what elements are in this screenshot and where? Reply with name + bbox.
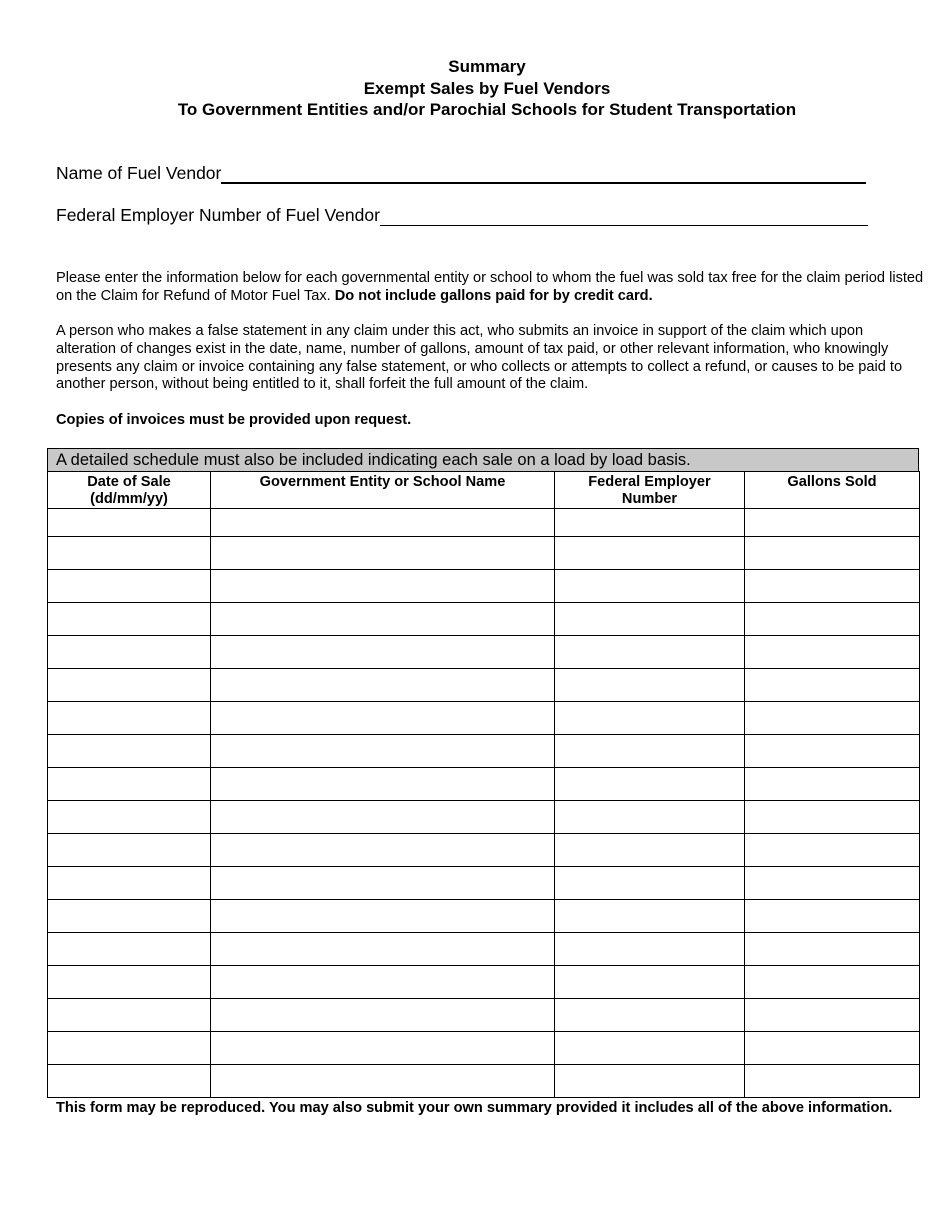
gallons-sold-cell[interactable] — [745, 1065, 920, 1098]
title-government-entities: To Government Entities and/or Parochial Schools for Student Transportation — [177, 100, 797, 119]
vendor-fein-field — [56, 205, 868, 226]
table-row — [48, 867, 920, 900]
column-header-line: Gallons Sold — [787, 474, 877, 490]
gallons-sold-cell[interactable] — [745, 702, 920, 735]
gallons-sold-cell[interactable] — [745, 570, 920, 603]
table-row — [48, 768, 920, 801]
entity-name-cell[interactable] — [211, 669, 555, 702]
entity-name-cell[interactable] — [211, 834, 555, 867]
table-row — [48, 933, 920, 966]
table-row — [48, 1065, 920, 1098]
instructions-paragraph — [56, 270, 924, 306]
gallons-sold-cell[interactable] — [745, 603, 920, 636]
date-of-sale-cell[interactable] — [48, 768, 211, 801]
table-body — [48, 509, 920, 1098]
vendor-name-label: Name of Fuel Vendor — [56, 163, 222, 183]
gallons-sold-cell[interactable] — [745, 999, 920, 1032]
fein-cell[interactable] — [555, 636, 745, 669]
entity-name-cell[interactable] — [211, 1032, 555, 1065]
date-of-sale-cell[interactable] — [48, 509, 211, 537]
copies-notice: Copies of invoices must be provided upon request. — [56, 412, 412, 428]
false-statement-paragraph: A person who makes a false statement in any claim under this act, who submits an invoice in support of the claim which upon alteration of changes exist in the date, name, number of gallons, amount of tax paid, or other relevant information, who knowingly presents any claim or invoice containing any false statement, or who collects or attempts to collect a refund, or causes to be paid to another person, without being entitled to it, shall forfeit the full amount of the claim. — [56, 323, 903, 393]
gallons-sold-cell[interactable] — [745, 509, 920, 537]
entity-name-cell[interactable] — [211, 636, 555, 669]
table-row — [48, 900, 920, 933]
gallons-sold-cell[interactable] — [745, 669, 920, 702]
entity-name-cell[interactable] — [211, 509, 555, 537]
table-row — [48, 1032, 920, 1065]
fein-cell[interactable] — [555, 669, 745, 702]
sales-table — [47, 471, 920, 1098]
table-row — [48, 999, 920, 1032]
table-row — [48, 801, 920, 834]
title-summary: Summary — [448, 57, 526, 76]
column-header-date — [48, 472, 211, 509]
column-header-gallons — [745, 472, 920, 509]
gallons-sold-cell[interactable] — [745, 768, 920, 801]
entity-name-cell[interactable] — [211, 999, 555, 1032]
fein-cell[interactable] — [555, 603, 745, 636]
date-of-sale-cell[interactable] — [48, 933, 211, 966]
column-header-line: Number — [621, 491, 678, 507]
entity-name-cell[interactable] — [211, 735, 555, 768]
date-of-sale-cell[interactable] — [48, 834, 211, 867]
table-row — [48, 669, 920, 702]
gallons-sold-cell[interactable] — [745, 933, 920, 966]
fein-cell[interactable] — [555, 1065, 745, 1098]
fein-cell[interactable] — [555, 735, 745, 768]
column-header-line: Date of Sale — [87, 474, 171, 490]
column-header-fein — [555, 472, 745, 509]
column-header-line: Government Entity or School Name — [259, 474, 506, 490]
entity-name-cell[interactable] — [211, 900, 555, 933]
gallons-sold-cell[interactable] — [745, 537, 920, 570]
column-header-entity-name — [211, 472, 555, 509]
date-of-sale-cell[interactable] — [48, 999, 211, 1032]
reproduction-note: This form may be reproduced. You may also submit your own summary provided it includes all of the above information. — [56, 1100, 893, 1116]
table-row — [48, 636, 920, 669]
fein-cell[interactable] — [555, 867, 745, 900]
entity-name-cell[interactable] — [211, 801, 555, 834]
table-row — [48, 537, 920, 570]
date-of-sale-cell[interactable] — [48, 735, 211, 768]
entity-name-cell[interactable] — [211, 1065, 555, 1098]
table-row — [48, 966, 920, 999]
column-header-line: (dd/mm/yy) — [90, 491, 168, 507]
fein-cell[interactable] — [555, 933, 745, 966]
date-of-sale-cell[interactable] — [48, 603, 211, 636]
gallons-sold-cell[interactable] — [745, 867, 920, 900]
table-row — [48, 509, 920, 537]
fein-cell[interactable] — [555, 537, 745, 570]
fein-cell[interactable] — [555, 966, 745, 999]
fein-cell[interactable] — [555, 834, 745, 867]
vendor-fein-input[interactable] — [380, 206, 868, 226]
table-row — [48, 603, 920, 636]
entity-name-cell[interactable] — [211, 570, 555, 603]
column-header-line: Federal Employer — [588, 474, 711, 490]
date-of-sale-cell[interactable] — [48, 966, 211, 999]
fein-cell[interactable] — [555, 801, 745, 834]
date-of-sale-cell[interactable] — [48, 669, 211, 702]
date-of-sale-cell[interactable] — [48, 702, 211, 735]
fein-cell[interactable] — [555, 768, 745, 801]
gallons-sold-cell[interactable] — [745, 834, 920, 867]
entity-name-cell[interactable] — [211, 966, 555, 999]
date-of-sale-cell[interactable] — [48, 636, 211, 669]
fein-cell[interactable] — [555, 999, 745, 1032]
vendor-fein-label: Federal Employer Number of Fuel Vendor — [56, 205, 380, 225]
date-of-sale-cell[interactable] — [48, 867, 211, 900]
table-header-row — [48, 472, 920, 509]
table-row — [48, 570, 920, 603]
date-of-sale-cell[interactable] — [48, 1032, 211, 1065]
gallons-sold-cell[interactable] — [745, 900, 920, 933]
entity-name-cell[interactable] — [211, 933, 555, 966]
vendor-name-field — [56, 163, 866, 184]
gallons-sold-cell[interactable] — [745, 636, 920, 669]
table-row — [48, 834, 920, 867]
instructions-text: Please enter the information below for each governmental entity or school to whom the fuel was sold tax free for the claim period listed on the Claim for Refund of Motor Fuel Tax. — [56, 270, 924, 304]
form-title — [0, 56, 950, 121]
date-of-sale-cell[interactable] — [48, 537, 211, 570]
date-of-sale-cell[interactable] — [48, 801, 211, 834]
entity-name-cell[interactable] — [211, 537, 555, 570]
entity-name-cell[interactable] — [211, 768, 555, 801]
entity-name-cell[interactable] — [211, 603, 555, 636]
table-row — [48, 735, 920, 768]
fein-cell[interactable] — [555, 509, 745, 537]
fein-cell[interactable] — [555, 1032, 745, 1065]
entity-name-cell[interactable] — [211, 702, 555, 735]
title-exempt-sales: Exempt Sales by Fuel Vendors — [363, 78, 611, 98]
gallons-sold-cell[interactable] — [745, 1032, 920, 1065]
schedule-note-banner: A detailed schedule must also be included indicating each sale on a load by load basis. — [47, 448, 919, 471]
credit-card-warning: Do not include gallons paid for by credit card. — [334, 287, 653, 304]
fein-cell[interactable] — [555, 702, 745, 735]
gallons-sold-cell[interactable] — [745, 966, 920, 999]
fein-cell[interactable] — [555, 570, 745, 603]
date-of-sale-cell[interactable] — [48, 900, 211, 933]
entity-name-cell[interactable] — [211, 867, 555, 900]
gallons-sold-cell[interactable] — [745, 801, 920, 834]
date-of-sale-cell[interactable] — [48, 1065, 211, 1098]
sales-schedule-table — [47, 448, 919, 1098]
fein-cell[interactable] — [555, 900, 745, 933]
gallons-sold-cell[interactable] — [745, 735, 920, 768]
vendor-name-input[interactable] — [221, 164, 866, 184]
table-row — [48, 702, 920, 735]
date-of-sale-cell[interactable] — [48, 570, 211, 603]
